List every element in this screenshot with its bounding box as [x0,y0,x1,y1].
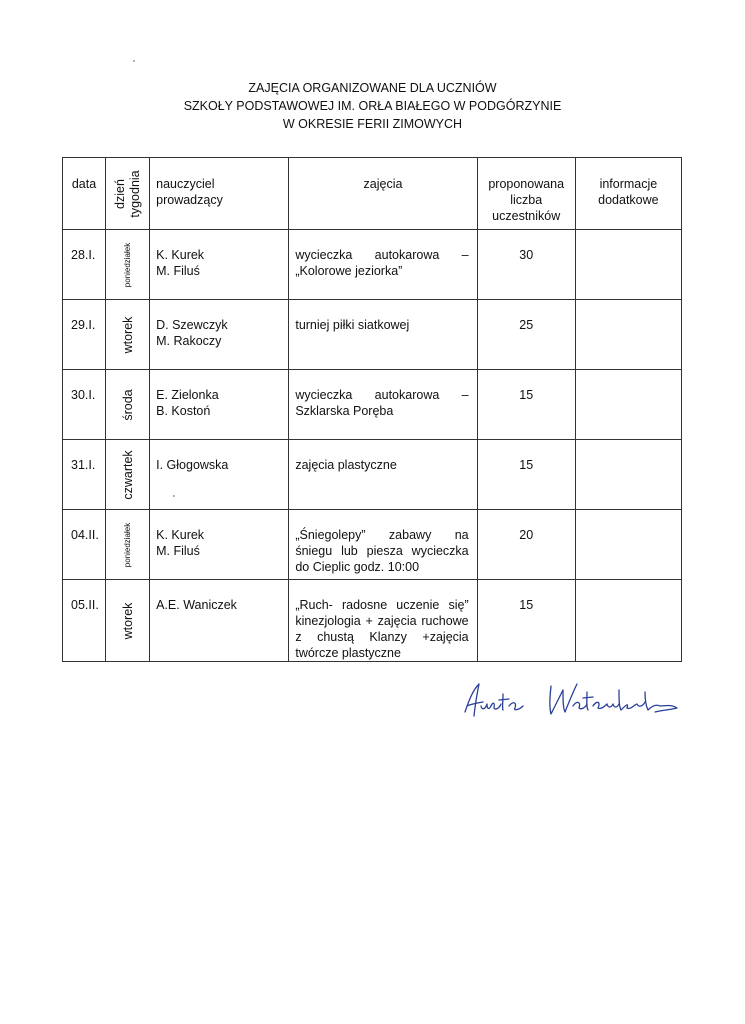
document-title [0,79,745,133]
teacher-name: D. Szewczyk [156,318,228,332]
day-label: wtorek [120,602,135,639]
day-label: czwartek [120,449,135,500]
teacher-name: M. Rakoczy [156,334,222,348]
info-cell [575,230,681,300]
header-activity: zajęcia [289,158,477,230]
signature [455,676,705,736]
day-cell [106,370,150,440]
table-row [63,230,682,300]
teacher-name: K. Kurek [156,248,205,262]
date-cell: 04.II. [63,510,106,580]
header-info: informacje dodatkowe [575,158,681,230]
table-row [63,510,682,580]
participants-cell: 15 [477,370,575,440]
header-participants: proponowana liczba uczestników [477,158,575,230]
header-day-line-2: tygodnia [127,169,142,218]
day-label: środa [120,388,135,421]
teacher-name: A.E. Waniczek [156,598,237,612]
info-cell [575,370,681,440]
teacher-name: M. Filuś [156,264,200,278]
activity-cell: zajęcia plastyczne [289,440,477,510]
info-cell [575,510,681,580]
info-cell [575,440,681,510]
day-label: poniedziałek [122,522,132,567]
activity-cell: „Ruch- radosne uczenie się” kinezjologia + zajęcia ruchowe z chustą Klanzy +zajęcia twórcze plastyczne [289,580,477,662]
date-cell: 31.I. [63,440,106,510]
info-cell [575,300,681,370]
participants-cell: 20 [477,510,575,580]
date-cell: 30.I. [63,370,106,440]
header-date: data [63,158,106,230]
schedule-table [62,157,682,662]
title-line-2: SZKOŁY PODSTAWOWEJ IM. ORŁA BIAŁEGO W PODGÓRZYNIE [183,99,562,113]
teacher-cell [150,510,289,580]
activity-cell: wycieczka autokarowa – Szklarska Poręba [289,370,477,440]
info-cell [575,580,681,662]
teacher-cell [150,370,289,440]
day-cell [106,510,150,580]
title-line-3: W OKRESIE FERII ZIMOWYCH [282,117,463,131]
teacher-cell [150,300,289,370]
activity-cell: „Śniegolepy” zabawy na śniegu lub piesza wycieczka do Cieplic godz. 10:00 [289,510,477,580]
table-row [63,300,682,370]
table-row [63,580,682,662]
teacher-name: B. Kostoń [156,404,211,418]
table-row [63,440,682,510]
activity-cell: wycieczka autokarowa – „Kolorowe jeziorka” [289,230,477,300]
day-cell [106,300,150,370]
participants-cell: 25 [477,300,575,370]
date-cell: 28.I. [63,230,106,300]
day-label: poniedziałek [122,242,132,287]
teacher-cell [150,580,289,662]
activity-cell: turniej piłki siatkowej [289,300,477,370]
participants-cell: 15 [477,580,575,662]
teacher-name: I. Głogowska [156,458,229,472]
teacher-name: K. Kurek [156,528,205,542]
day-cell [106,580,150,662]
header-teacher: nauczyciel prowadzący [150,158,289,230]
header-day [106,158,150,230]
header-row [63,158,682,230]
table-row [63,370,682,440]
teacher-cell [150,440,289,510]
date-cell: 29.I. [63,300,106,370]
teacher-cell [150,230,289,300]
day-label: wtorek [120,316,135,353]
date-cell: 05.II. [63,580,106,662]
teacher-name: E. Zielonka [156,388,219,402]
day-cell [106,230,150,300]
header-day-line-1: dzień [112,178,127,209]
title-line-1: ZAJĘCIA ORGANIZOWANE DLA UCZNIÓW [248,81,497,95]
participants-cell: 15 [477,440,575,510]
teacher-name: M. Filuś [156,544,200,558]
day-cell [106,440,150,510]
participants-cell: 30 [477,230,575,300]
